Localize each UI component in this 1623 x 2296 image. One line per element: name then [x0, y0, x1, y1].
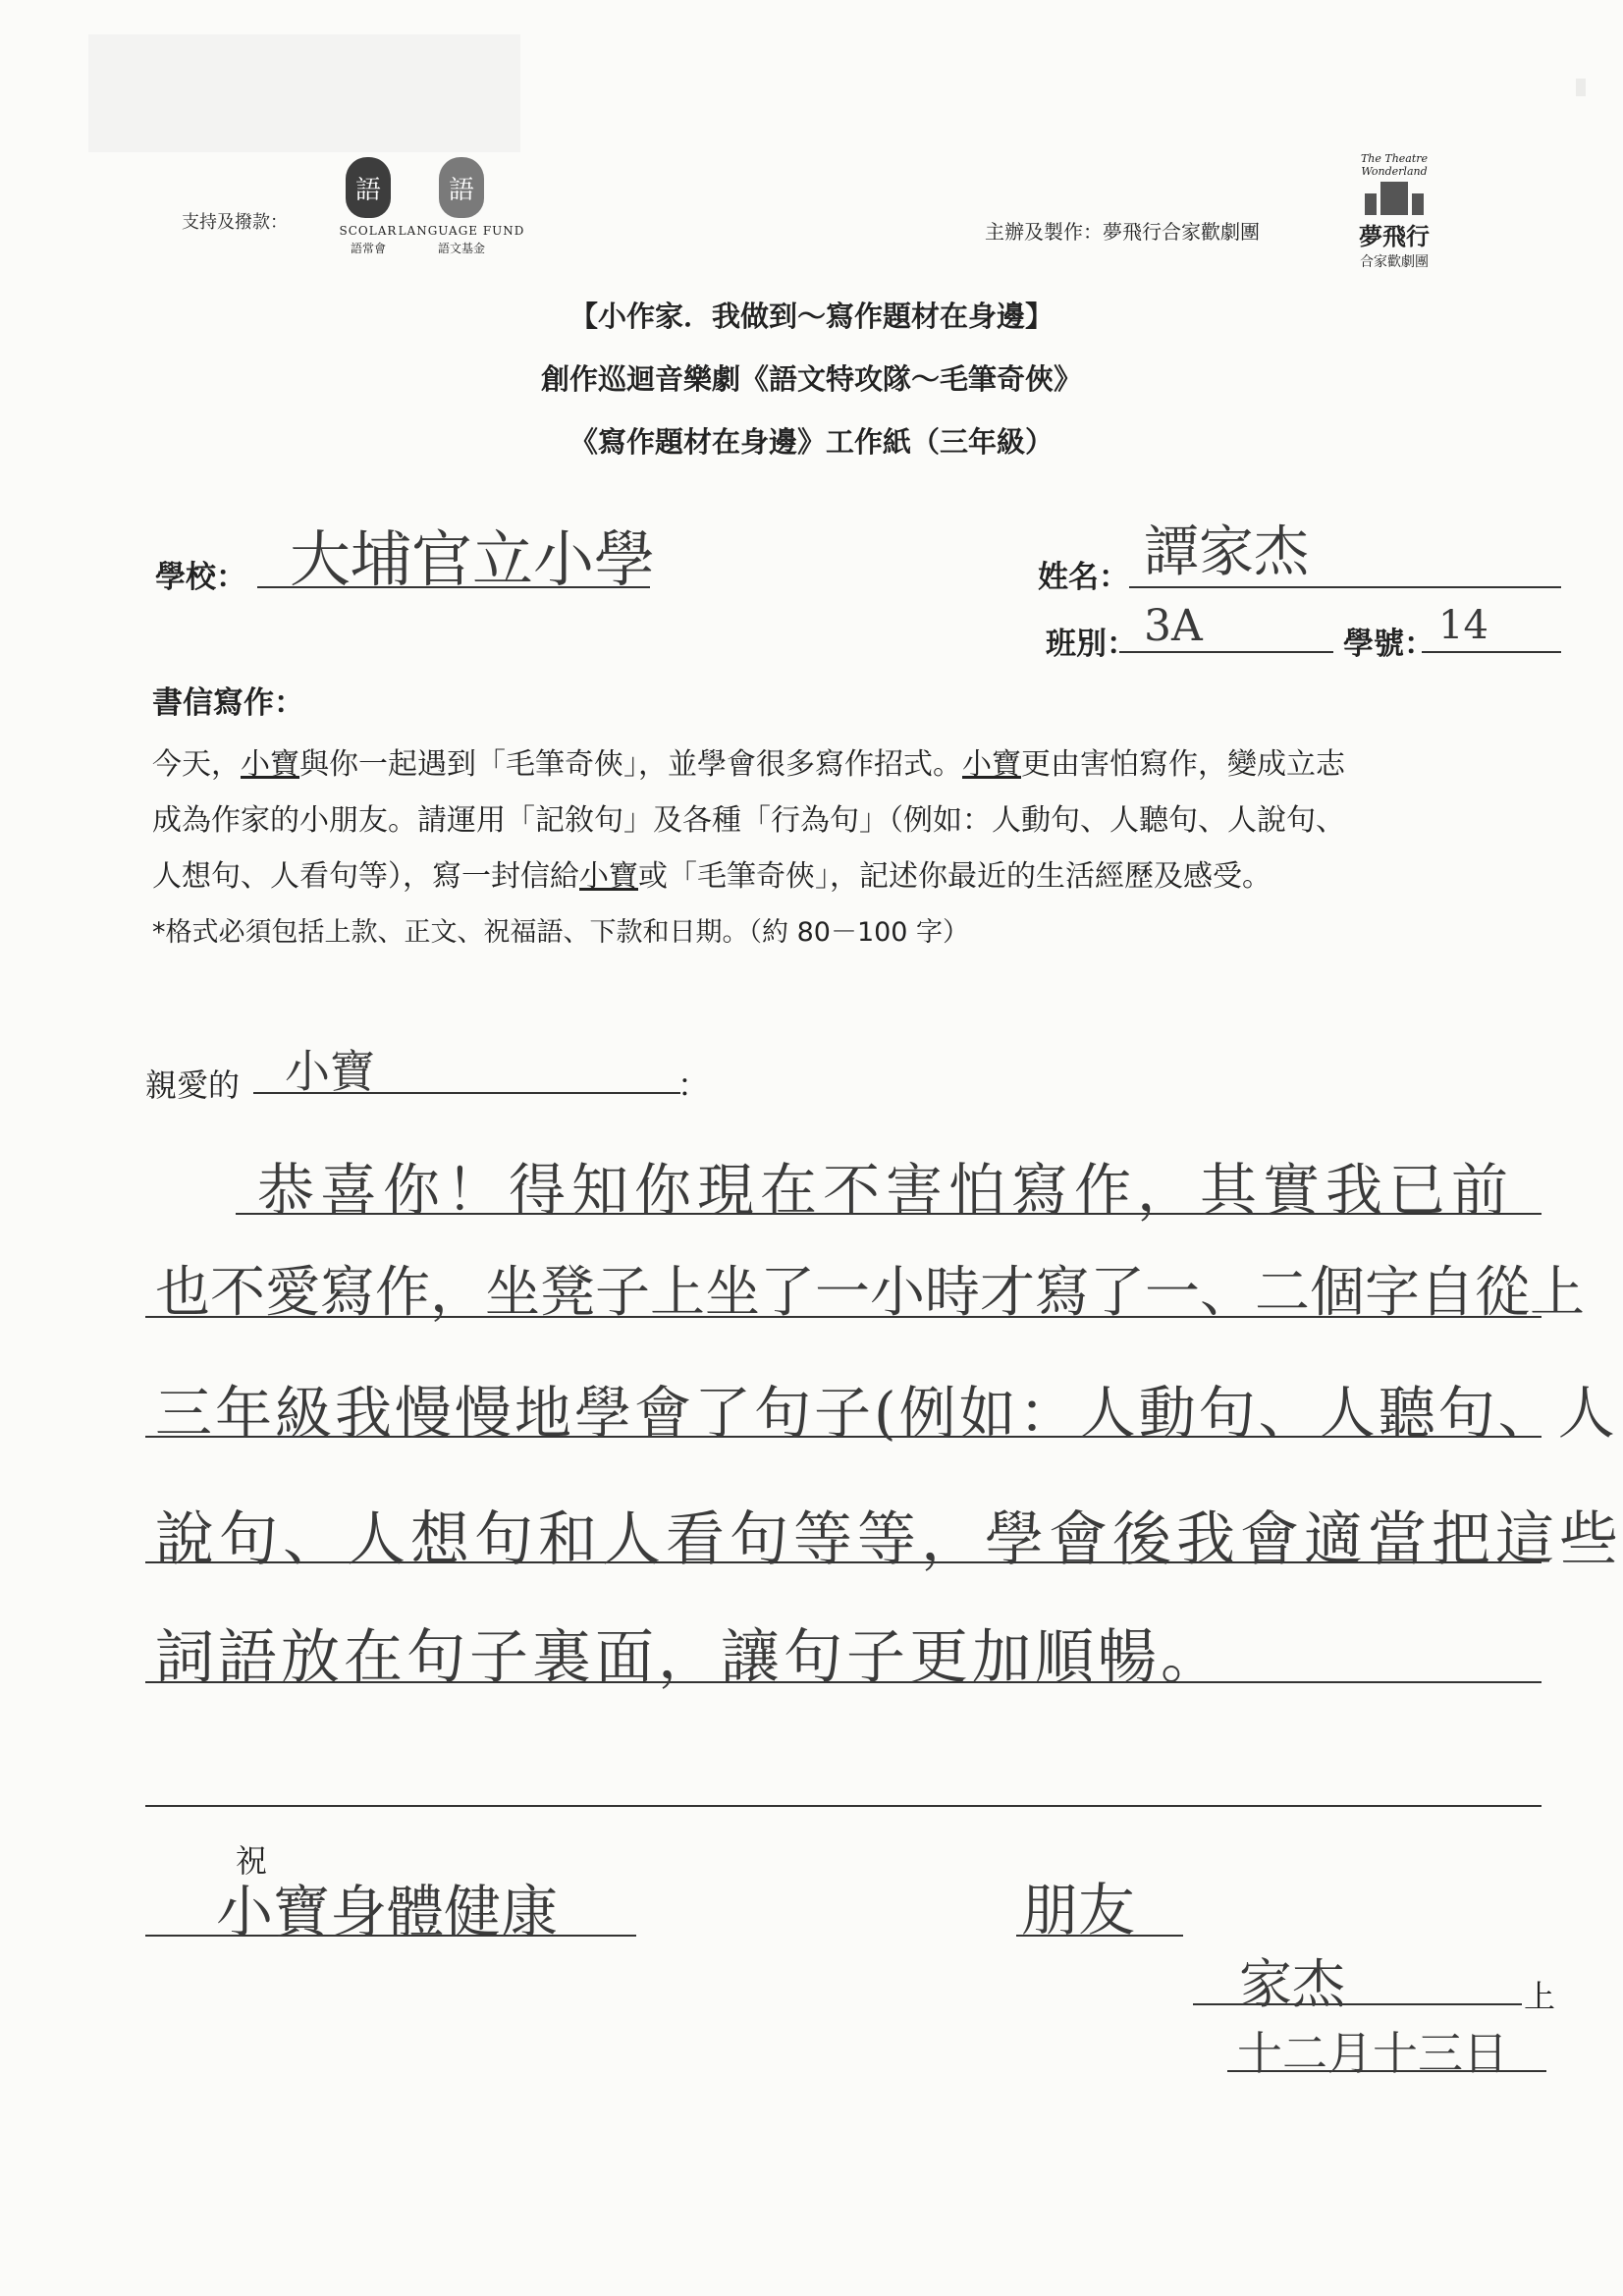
- salutation-value: 小寶: [285, 1045, 375, 1098]
- troupe-logo: [1330, 152, 1458, 280]
- title-line-1: 【小作家．我做到～寫作題材在身邊】: [568, 300, 1054, 333]
- support-label: 支持及撥款：: [182, 212, 288, 233]
- language-fund-cn: 語文基金: [437, 242, 485, 255]
- class-underline: [1119, 651, 1333, 653]
- scolar-seal-icon: 語: [346, 157, 391, 218]
- school-label: 學校：: [155, 560, 246, 595]
- number-value: 14: [1438, 603, 1488, 648]
- task-heading: 書信寫作：: [152, 685, 304, 721]
- language-fund-seal-icon: 語: [439, 157, 484, 218]
- name-xiaobao: 小寶: [962, 747, 1021, 782]
- scan-mark: [1576, 79, 1586, 96]
- letter-line-4: 說句、人想句和人看句等等，學會後我會適當把這些: [155, 1505, 1623, 1574]
- class-label: 班別：: [1046, 627, 1137, 662]
- relation-value: 朋友: [1021, 1877, 1136, 1943]
- task-instructions: [152, 737, 1546, 960]
- number-underline: [1422, 651, 1561, 653]
- letter-line-1: 恭喜你！得知你現在不害怕寫作，其實我已前: [257, 1157, 1515, 1224]
- troupe-cn: 夢飛行: [1359, 222, 1430, 250]
- language-fund-logo: [393, 157, 530, 256]
- name-xiaobao: 小寶: [579, 859, 638, 894]
- language-fund-name: LANGUAGE FUND: [398, 224, 525, 238]
- title-line-2: 創作巡迴音樂劇《語文特攻隊～毛筆奇俠》: [540, 362, 1082, 396]
- troupe-en: The Theatre Wonderland: [1360, 152, 1429, 178]
- salutation-label: 親愛的: [145, 1066, 241, 1104]
- scolar-name: SCOLAR: [339, 224, 398, 238]
- organiser-text: 主辦及製作：夢飛行合家歡劇團: [985, 220, 1260, 244]
- blessing-value: 小寶身體健康: [216, 1879, 559, 1945]
- signer-value: 家杰: [1239, 1953, 1345, 2015]
- salutation-colon: ：: [677, 1066, 710, 1104]
- castle-icon: [1365, 182, 1424, 215]
- school-value: 大埔官立小學: [290, 523, 656, 595]
- title-line-3: 《寫作題材在身邊》工作紙（三年級）: [568, 425, 1054, 459]
- writing-line: [145, 1805, 1542, 1807]
- troupe-sub: 合家歡劇團: [1360, 254, 1429, 270]
- letter-line-2: 也不愛寫作，坐凳子上坐了一小時才寫了一、二個字自從上: [155, 1261, 1585, 1325]
- letter-line-5: 詞語放在句子裏面，讓句子更加順暢。: [155, 1623, 1223, 1692]
- class-value: 3A: [1144, 601, 1203, 651]
- date-value: 十二月十三日: [1237, 2027, 1508, 2080]
- number-label: 學號：: [1343, 627, 1434, 662]
- task-line-1: 今天，小寶與你一起遇到「毛筆奇俠」，並學會很多寫作招式。小寶更由害怕寫作，變成立志: [152, 747, 1345, 782]
- blessing-label: 祝: [236, 1842, 268, 1880]
- name-label: 姓名：: [1038, 560, 1129, 595]
- task-line-4: *格式必須包括上款、正文、祝福語、下款和日期。（約 80－100 字）: [152, 917, 970, 948]
- name-value: 譚家杰: [1144, 520, 1309, 584]
- scan-noise: [88, 34, 520, 152]
- task-line-3: 人想句、人看句等），寫一封信給小寶或「毛筆奇俠」，記述你最近的生活經歷及感受。: [152, 859, 1271, 894]
- task-line-2: 成為作家的小朋友。請運用「記敘句」及各種「行為句」（例如：人動句、人聽句、人說句、: [152, 803, 1345, 838]
- scolar-cn: 語常會: [350, 242, 386, 255]
- signer-suffix: 上: [1524, 1978, 1556, 2015]
- letter-line-3: 三年級我慢慢地學會了句子(例如：人動句、人聽句、人: [155, 1380, 1618, 1447]
- name-xiaobao: 小寶: [241, 747, 299, 782]
